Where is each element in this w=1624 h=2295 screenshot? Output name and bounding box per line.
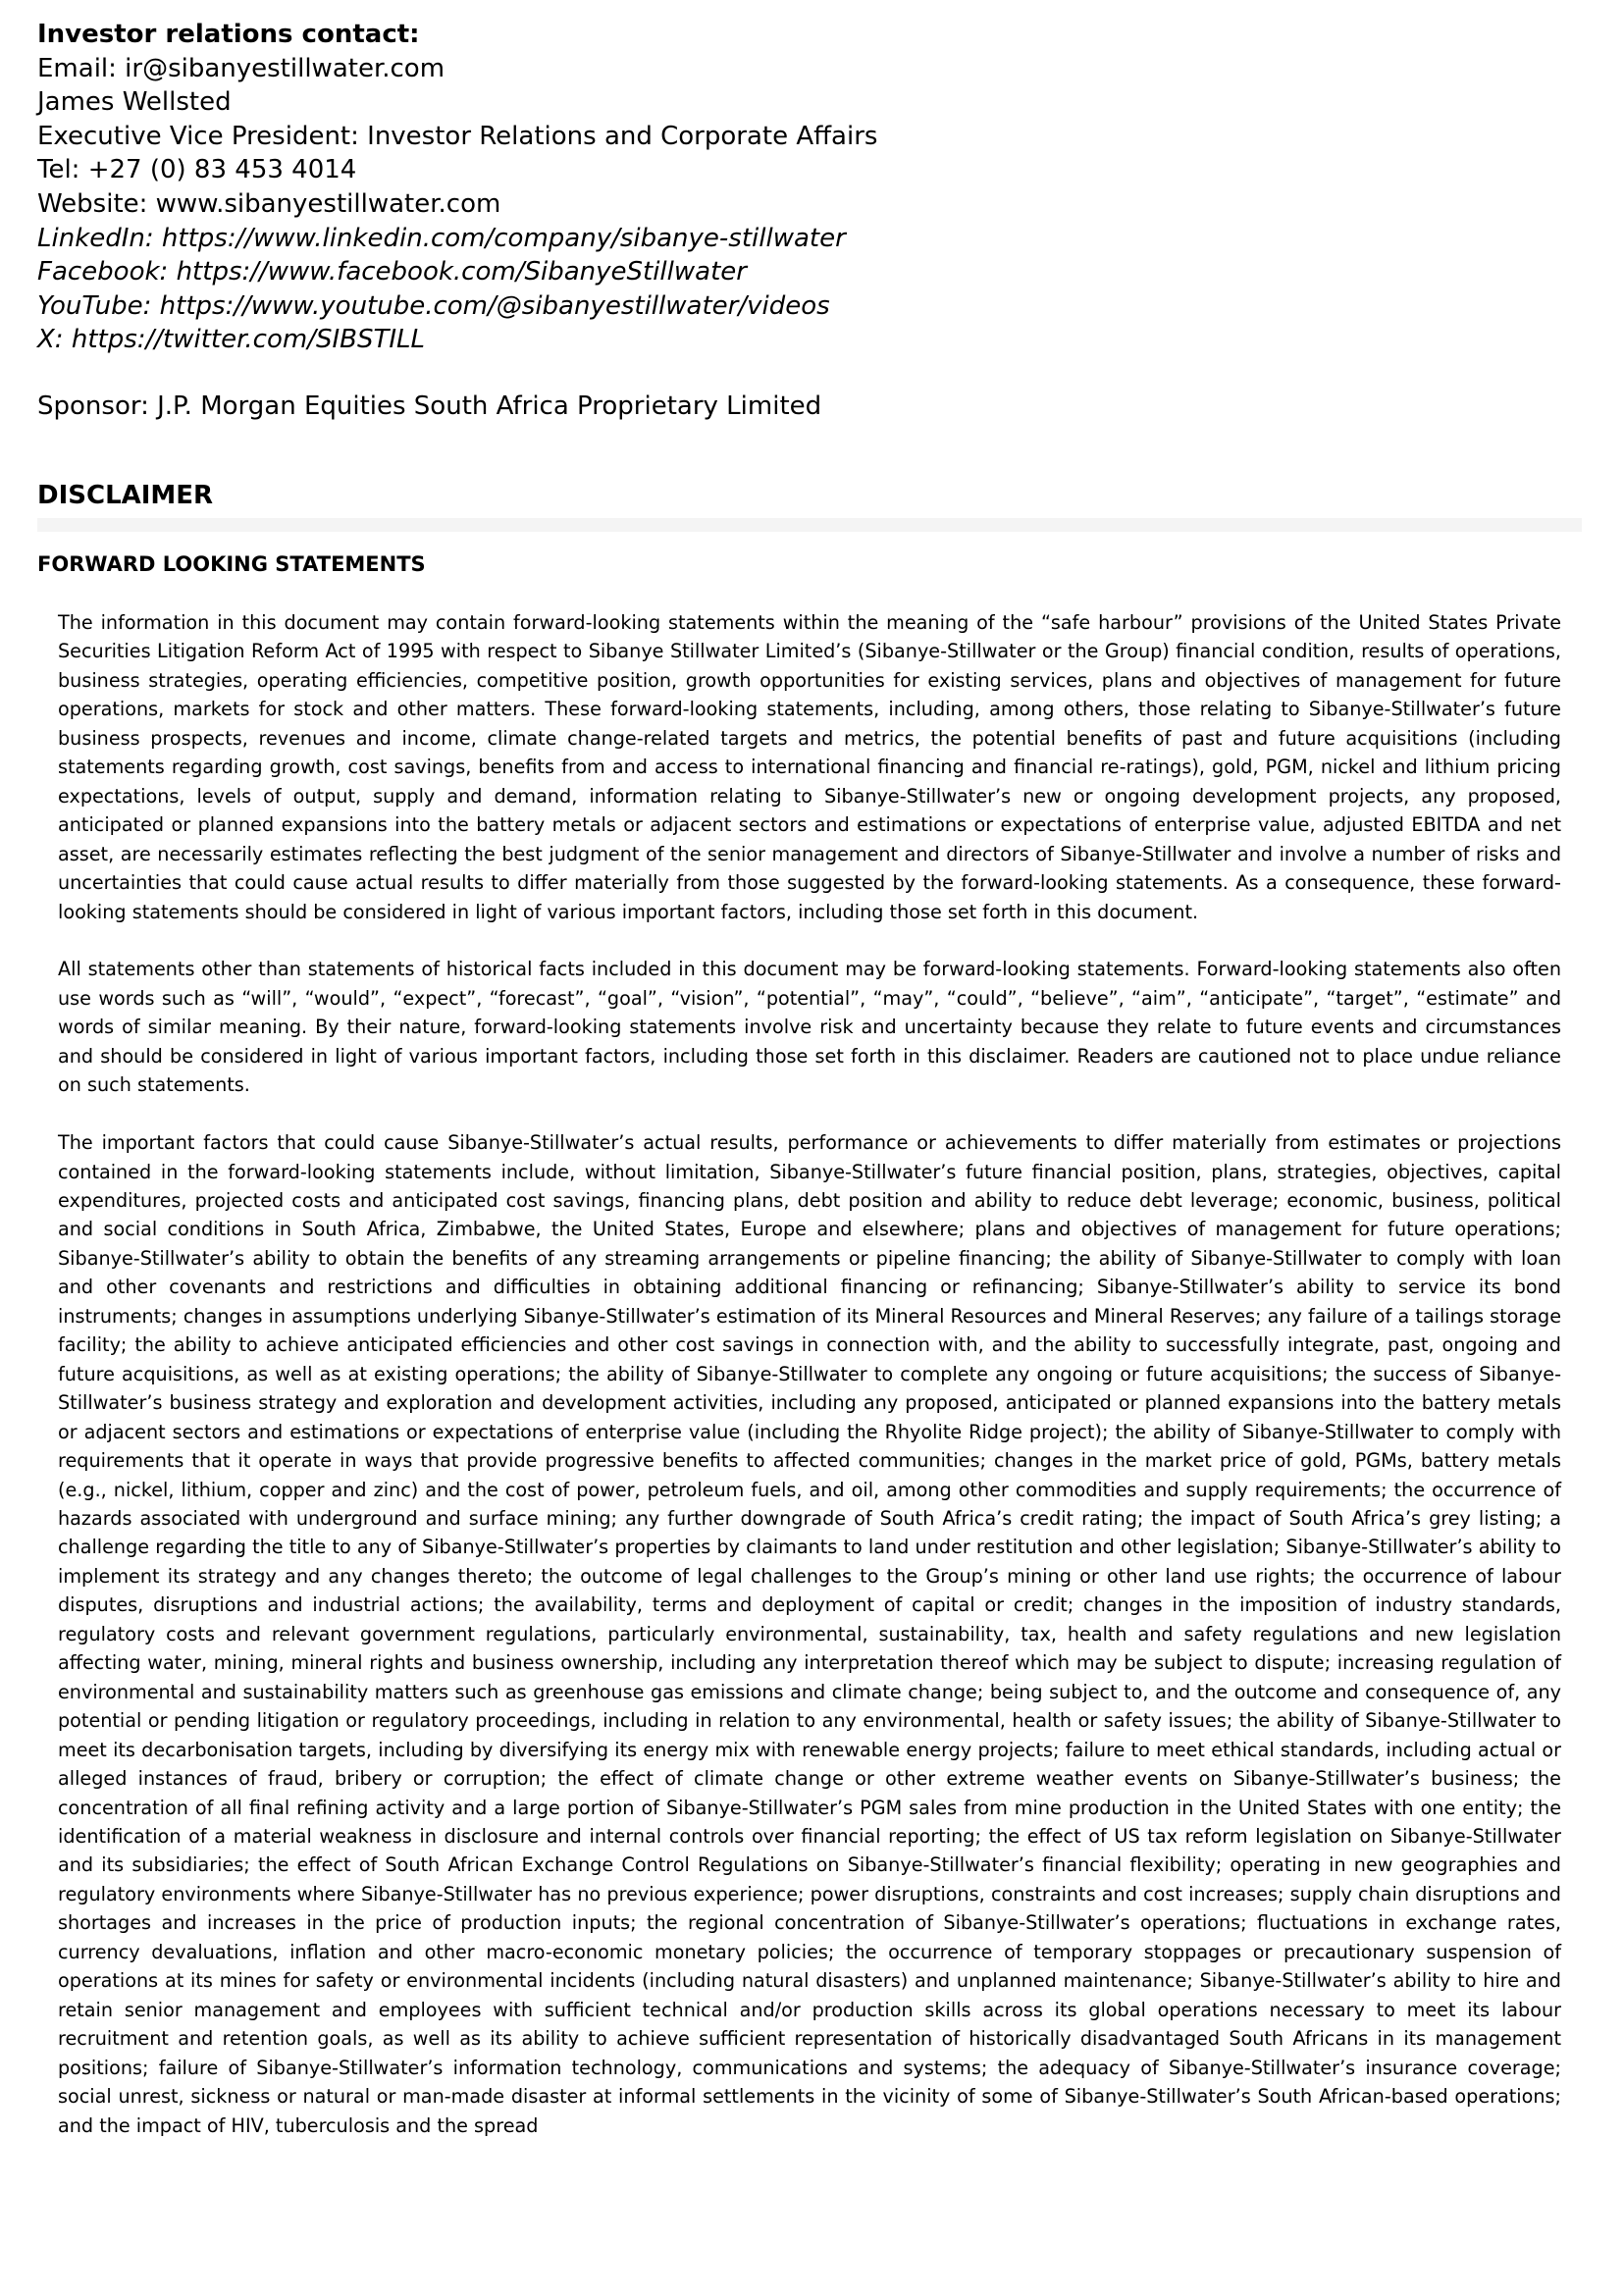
contact-name: James Wellsted: [37, 87, 232, 118]
disclaimer-paragraph: The information in this document may contain forward-looking statements within the meaning of the “safe harbour” provisions of the United States Private Securities Litigation Reform Act of 1995 with respect to Sibanye Stillwater Limited’s (Sibanye-Stillwater or the Group) financial condition, results of operations, business strategies, operating efficiencies, competitive position, growth opportunities for existing services, plans and objectives of management for future operations, markets for stock and other matters. These forward-looking statements, including, among others, those relating to Sibanye-Stillwater’s future business prospects, revenues and income, climate change-related targets and metrics, the potential benefits of past and future acquisitions (including statements regarding growth, cost savings, benefits from and access to international financing and financial re-ratings), gold, PGM, nickel and lithium pricing expectations, levels of output, supply and demand, information relating to Sibanye-Stillwater’s new or ongoing development projects, any proposed, anticipated or planned expansions into the battery metals or adjacent sectors and estimations or expectations of enterprise value, adjusted EBITDA and net asset, are necessarily estimates reflecting the best judgment of the senior management and directors of Sibanye-Stillwater and involve a number of risks and uncertainties that could cause actual results to differ materially from those suggested by the forward-looking statements. As a consequence, these forward-looking statements should be considered in light of various important factors, including those set forth in this document.: [58, 611, 1561, 923]
disclaimer-heading: DISCLAIMER: [37, 481, 214, 510]
contact-sponsor: Sponsor: J.P. Morgan Equities South Africa Proprietary Limited: [37, 391, 822, 421]
investor-relations-contact: [37, 18, 1215, 424]
contact-email: Email: ir@sibanyestillwater.com: [37, 53, 445, 83]
section-divider: [37, 518, 1582, 532]
disclaimer-paragraph: The important factors that could cause Sibanye-Stillwater’s actual results, performance or achievements to differ materially from estimates or projections contained in the forward-looking statements include, without limitation, Sibanye-Stillwater’s future financial position, plans, strategies, objectives, capital expenditures, projected costs and anticipated cost savings, financing plans, debt position and ability to reduce debt leverage; economic, business, political and social conditions in South Africa, Zimbabwe, the United States, Europe and elsewhere; plans and objectives of management for future operations; Sibanye-Stillwater’s ability to obtain the benefits of any streaming arrangements or pipeline financing; the ability of Sibanye-Stillwater to comply with loan and other covenants and restrictions and difficulties in obtaining additional financing or refinancing; Sibanye-Stillwater’s ability to service its bond instruments; changes in assumptions underlying Sibanye-Stillwater’s estimation of its Mineral Resources and Mineral Reserves; any failure of a tailings storage facility; the ability to achieve anticipated efficiencies and other cost savings in connection with, and the ability to successfully integrate, past, ongoing and future acquisitions, as well as at existing operations; the ability of Sibanye-Stillwater to complete any ongoing or future acquisitions; the success of Sibanye-Stillwater’s business strategy and exploration and development activities, including any proposed, anticipated or planned expansions into the battery metals or adjacent sectors and estimations or expectations of enterprise value (including the Rhyolite Ridge project); the ability of Sibanye-Stillwater to comply with requirements that it operate in ways that provide progressive benefits to affected communities; changes in the market price of gold, PGMs, battery metals (e.g., nickel, lithium, copper and zinc) and the cost of power, petroleum fuels, and oil, among other commodities and supply requirements; the occurrence of hazards associated with underground and surface mining; any further downgrade of South Africa’s credit rating; the impact of South Africa’s grey listing; a challenge regarding the title to any of Sibanye-Stillwater’s properties by claimants to land under restitution and other legislation; Sibanye-Stillwater’s ability to implement its strategy and any changes thereto; the outcome of legal challenges to the Group’s mining or other land use rights; the occurrence of labour disputes, disruptions and industrial actions; the availability, terms and deployment of capital or credit; changes in the imposition of industry standards, regulatory costs and relevant government regulations, particularly environmental, sustainability, tax, health and safety regulations and new legislation affecting water, mining, mineral rights and business ownership, including any interpretation thereof which may be subject to dispute; increasing regulation of environmental and sustainability matters such as greenhouse gas emissions and climate change; being subject to, and the outcome and consequence of, any potential or pending litigation or regulatory proceedings, including in relation to any environmental, health or safety issues; the ability of Sibanye-Stillwater to meet its decarbonisation targets, including by diversifying its energy mix with renewable energy projects; failure to meet ethical standards, including actual or alleged instances of fraud, bribery or corruption; the effect of climate change or other extreme weather events on Sibanye-Stillwater’s business; the concentration of all final refining activity and a large portion of Sibanye-Stillwater’s PGM sales from mine production in the United States with one entity; the identification of a material weakness in disclosure and internal controls over financial reporting; the effect of US tax reform legislation on Sibanye-Stillwater and its subsidiaries; the effect of South African Exchange Control Regulations on Sibanye-Stillwater’s financial flexibility; operating in new geographies and regulatory environments where Sibanye-Stillwater has no previous experience; power disruptions, constraints and cost increases; supply chain disruptions and shortages and increases in the price of production inputs; the regional concentration of Sibanye-Stillwater’s operations; fluctuations in exchange rates, currency devaluations, inflation and other macro-economic monetary policies; the occurrence of temporary stoppages or precautionary suspension of operations at its mines for safety or environmental incidents (including natural disasters) and unplanned maintenance; Sibanye-Stillwater’s ability to hire and retain senior management and employees with sufficient technical and/or production skills across its global operations necessary to meet its labour recruitment and retention goals, as well as its ability to achieve sufficient representation of historically disadvantaged South Africans in its management positions; failure of Sibanye-Stillwater’s information technology, communications and systems; the adequacy of Sibanye-Stillwater’s insurance coverage; social unrest, sickness or natural or man-made disaster at informal settlements in the vicinity of some of Sibanye-Stillwater’s South African-based operations; and the impact of HIV, tuberculosis and the spread: [58, 1131, 1561, 2137]
forward-looking-heading: FORWARD LOOKING STATEMENTS: [37, 552, 426, 576]
contact-facebook: Facebook: https://www.facebook.com/SibanyeStillwater: [37, 257, 747, 287]
disclaimer-body: [58, 608, 1561, 2168]
contact-linkedin: LinkedIn: https://www.linkedin.com/company/sibanye-stillwater: [37, 223, 846, 253]
contact-x: X: https://twitter.com/SIBSTILL: [37, 325, 425, 355]
contact-website: Website: www.sibanyestillwater.com: [37, 188, 501, 219]
contact-youtube: YouTube: https://www.youtube.com/@sibanyestillwater/videos: [37, 290, 830, 321]
disclaimer-paragraph: All statements other than statements of historical facts included in this document may be forward-looking statements. Forward-looking statements also often use words such as “will”, “would”, “expect”, “forecast”, “goal”, “vision”, “potential”, “may”, “could”, “believe”, “aim”, “anticipate”, “target”, “estimate” and words of similar meaning. By their nature, forward-looking statements involve risk and uncertainty because they relate to future events and circumstances and should be considered in light of various important factors, including those set forth in this disclaimer. Readers are cautioned not to place undue reliance on such statements.: [58, 958, 1561, 1097]
contact-title: Executive Vice President: Investor Relations and Corporate Affairs: [37, 121, 878, 151]
contact-tel: Tel: +27 (0) 83 453 4014: [37, 155, 357, 185]
contact-heading: Investor relations contact:: [37, 20, 420, 49]
